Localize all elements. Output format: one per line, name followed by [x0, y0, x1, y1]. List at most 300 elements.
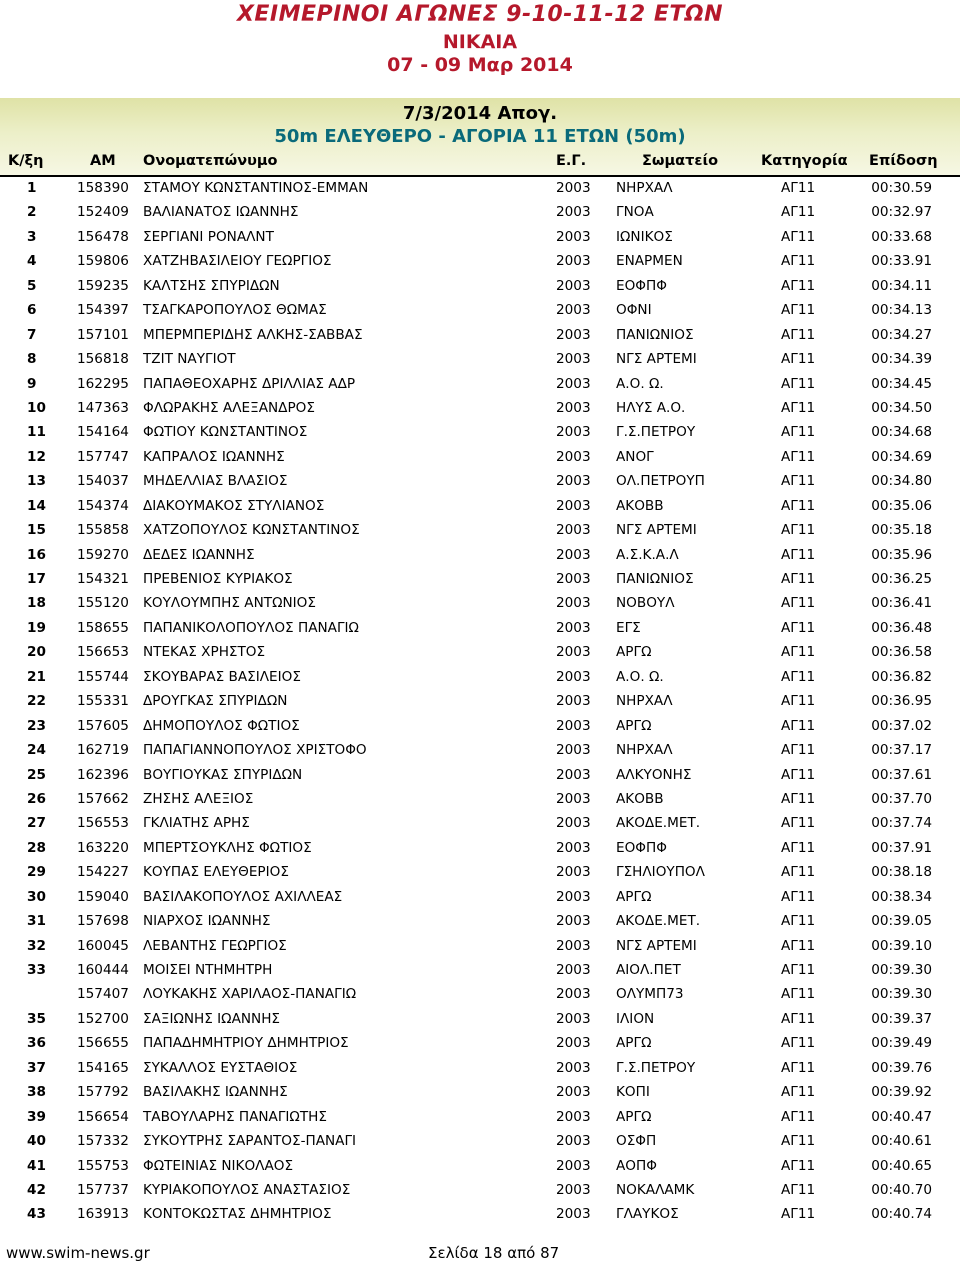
row-club: ΑΡΓΩ — [616, 1035, 652, 1052]
column-header-row — [0, 152, 960, 174]
row-name: ΣΥΚΑΛΛΟΣ ΕΥΣΤΑΘΙΟΣ — [143, 1059, 298, 1076]
row-year: 2003 — [556, 180, 591, 196]
row-position: 13 — [27, 473, 46, 490]
row-name: ΧΑΤΖΟΠΟΥΛΟΣ ΚΩΝΣΤΑΝΤΙΝΟΣ — [143, 522, 360, 539]
table-row — [0, 689, 960, 713]
table-row — [0, 323, 960, 347]
row-year: 2003 — [556, 448, 591, 465]
row-position: 19 — [27, 619, 46, 636]
row-year: 2003 — [556, 619, 591, 636]
row-category: ΑΓ11 — [781, 326, 816, 343]
table-row — [0, 665, 960, 689]
row-category: ΑΓ11 — [781, 1133, 816, 1150]
row-position: 14 — [27, 497, 46, 514]
row-club: ΟΦΝΙ — [616, 302, 652, 319]
row-am: 156654 — [77, 1108, 129, 1125]
row-year: 2003 — [556, 399, 591, 416]
table-row — [0, 445, 960, 469]
row-am: 156478 — [77, 228, 129, 245]
row-club: ΑΚΟΔΕ.ΜΕΤ. — [616, 815, 701, 832]
row-year: 2003 — [556, 302, 591, 319]
row-club: ΝΓΣ ΑΡΤΕΜΙ — [616, 937, 697, 954]
table-row — [0, 274, 960, 298]
row-am: 156653 — [77, 644, 129, 661]
row-time: 00:39.30 — [871, 962, 932, 978]
row-am: 156818 — [77, 351, 129, 368]
row-club: Γ.Σ.ΠΕΤΡΟΥ — [616, 424, 696, 441]
row-category: ΑΓ11 — [781, 839, 816, 856]
row-time: 00:39.49 — [871, 1035, 932, 1052]
row-position: 37 — [27, 1059, 46, 1076]
row-club: Α.Σ.Κ.Α.Λ — [616, 546, 679, 563]
row-time: 00:37.61 — [871, 766, 932, 783]
row-time: 00:36.95 — [871, 693, 932, 710]
row-year: 2003 — [556, 790, 591, 807]
row-year: 2003 — [556, 277, 591, 294]
row-position: 23 — [27, 717, 46, 734]
row-position: 25 — [27, 766, 46, 783]
row-category: ΑΓ11 — [781, 888, 816, 905]
row-position: 5 — [27, 277, 37, 294]
row-category: ΑΓ11 — [781, 815, 816, 832]
row-time: 00:36.48 — [871, 619, 932, 636]
row-club: ΟΛΥΜΠ73 — [616, 986, 684, 1003]
row-position: 26 — [27, 790, 46, 807]
row-position: 30 — [27, 888, 46, 905]
row-time: 00:39.37 — [871, 1010, 932, 1027]
row-name: ΒΑΛΙΑΝΑΤΟΣ ΙΩΑΝΝΗΣ — [143, 204, 299, 221]
row-am: 163220 — [77, 839, 129, 856]
table-row — [0, 1154, 960, 1178]
row-time: 00:37.17 — [871, 742, 932, 759]
row-am: 160444 — [77, 962, 129, 978]
row-club: ΓΛΑΥΚΟΣ — [616, 1206, 679, 1223]
row-am: 157792 — [77, 1084, 129, 1101]
row-year: 2003 — [556, 815, 591, 832]
table-row — [0, 176, 960, 200]
row-name: ΒΑΣΙΛΑΚΗΣ ΙΩΑΝΝΗΣ — [143, 1084, 288, 1101]
row-position: 2 — [27, 204, 37, 221]
row-category: ΑΓ11 — [781, 595, 816, 612]
row-time: 00:35.96 — [871, 546, 932, 563]
row-category: ΑΓ11 — [781, 717, 816, 734]
row-time: 00:34.80 — [871, 473, 932, 490]
row-year: 2003 — [556, 424, 591, 441]
table-row — [0, 909, 960, 933]
row-time: 00:35.18 — [871, 522, 932, 539]
row-category: ΑΓ11 — [781, 1059, 816, 1076]
row-am: 152700 — [77, 1010, 129, 1027]
row-club: ΝΟΒΟΥΛ — [616, 595, 675, 612]
row-category: ΑΓ11 — [781, 937, 816, 954]
row-year: 2003 — [556, 668, 591, 685]
row-time: 00:37.02 — [871, 717, 932, 734]
table-row — [0, 982, 960, 1006]
row-name: ΒΟΥΓΙΟΥΚΑΣ ΣΠΥΡΙΔΩΝ — [143, 766, 303, 783]
col-header-category: Κατηγορία — [761, 153, 848, 169]
row-name: ΜΠΕΡΜΠΕΡΙΔΗΣ ΑΛΚΗΣ-ΣΑΒΒΑΣ — [143, 326, 363, 343]
row-time: 00:37.70 — [871, 790, 932, 807]
row-category: ΑΓ11 — [781, 351, 816, 368]
col-header-time: Επίδοση — [869, 153, 938, 169]
row-name: ΣΚΟΥΒΑΡΑΣ ΒΑΣΙΛΕΙΟΣ — [143, 668, 301, 685]
row-category: ΑΓ11 — [781, 1206, 816, 1223]
row-am: 152409 — [77, 204, 129, 221]
row-year: 2003 — [556, 1010, 591, 1027]
row-category: ΑΓ11 — [781, 1157, 816, 1174]
row-name: ΦΩΤΙΟΥ ΚΩΝΣΤΑΝΤΙΝΟΣ — [143, 424, 308, 441]
col-header-year: Ε.Γ. — [556, 153, 587, 169]
row-name: ΚΟΥΠΑΣ ΕΛΕΥΘΕΡΙΟΣ — [143, 864, 289, 881]
row-year: 2003 — [556, 326, 591, 343]
row-club: ΑΡΓΩ — [616, 717, 652, 734]
footer-page-number: Σελίδα 18 από 87 — [428, 1244, 560, 1262]
row-am: 155744 — [77, 668, 129, 685]
row-time: 00:39.76 — [871, 1059, 932, 1076]
row-year: 2003 — [556, 571, 591, 587]
row-club: ΑΚΟΒΒ — [616, 790, 664, 807]
row-club: ΠΑΝΙΩΝΙΟΣ — [616, 571, 694, 587]
row-club: ΕΟΦΠΦ — [616, 277, 667, 294]
table-row — [0, 836, 960, 860]
table-row — [0, 396, 960, 420]
row-year: 2003 — [556, 253, 591, 270]
row-position: 28 — [27, 839, 46, 856]
row-year: 2003 — [556, 717, 591, 734]
row-time: 00:33.68 — [871, 228, 932, 245]
row-time: 00:39.30 — [871, 986, 932, 1003]
table-row — [0, 1129, 960, 1153]
row-name: ΒΑΣΙΛΑΚΟΠΟΥΛΟΣ ΑΧΙΛΛΕΑΣ — [143, 888, 343, 905]
row-name: ΤΖΙΤ ΝΑΥΓΙΟΤ — [143, 351, 236, 368]
table-row — [0, 640, 960, 664]
col-header-name: Ονοματεπώνυμο — [143, 153, 278, 169]
row-time: 00:38.34 — [871, 888, 932, 905]
row-position: 1 — [27, 180, 37, 196]
row-club: Α.Ο. Ω. — [616, 668, 664, 685]
row-name: ΣΕΡΓΙΑΝΙ ΡΟΝΑΛΝΤ — [143, 228, 274, 245]
row-name: ΝΤΕΚΑΣ ΧΡΗΣΤΟΣ — [143, 644, 266, 661]
row-time: 00:34.69 — [871, 448, 932, 465]
table-row — [0, 714, 960, 738]
row-name: ΜΗΔΕΛΛΙΑΣ ΒΛΑΣΙΟΣ — [143, 473, 288, 490]
row-am: 157605 — [77, 717, 129, 734]
row-time: 00:36.25 — [871, 571, 932, 587]
row-name: ΚΟΝΤΟΚΩΣΤΑΣ ΔΗΜΗΤΡΙΟΣ — [143, 1206, 332, 1223]
row-club: ΑΚΟΒΒ — [616, 497, 664, 514]
row-time: 00:36.41 — [871, 595, 932, 612]
row-name: ΤΣΑΓΚΑΡΟΠΟΥΛΟΣ ΘΩΜΑΣ — [143, 302, 327, 319]
row-am: 147363 — [77, 399, 129, 416]
row-club: ΑΝΟΓ — [616, 448, 654, 465]
table-row — [0, 1056, 960, 1080]
row-time: 00:33.91 — [871, 253, 932, 270]
row-name: ΖΗΣΗΣ ΑΛΕΞΙΟΣ — [143, 790, 254, 807]
row-time: 00:40.74 — [871, 1206, 932, 1223]
row-category: ΑΓ11 — [781, 962, 816, 978]
row-category: ΑΓ11 — [781, 1084, 816, 1101]
row-category: ΑΓ11 — [781, 204, 816, 221]
row-am: 162719 — [77, 742, 129, 759]
row-name: ΠΡΕΒΕΝΙΟΣ ΚΥΡΙΑΚΟΣ — [143, 571, 293, 587]
row-category: ΑΓ11 — [781, 986, 816, 1003]
row-name: ΓΚΛΙΑΤΗΣ ΑΡΗΣ — [143, 815, 250, 832]
row-am: 157407 — [77, 986, 129, 1003]
table-row — [0, 298, 960, 322]
row-category: ΑΓ11 — [781, 790, 816, 807]
row-club: ΕΟΦΠΦ — [616, 839, 667, 856]
row-time: 00:40.61 — [871, 1133, 932, 1150]
row-am: 157101 — [77, 326, 129, 343]
row-position: 4 — [27, 253, 37, 270]
table-row — [0, 591, 960, 615]
row-position: 12 — [27, 448, 46, 465]
table-row — [0, 958, 960, 982]
table-row — [0, 543, 960, 567]
row-club: ΑΡΓΩ — [616, 888, 652, 905]
row-time: 00:39.92 — [871, 1084, 932, 1101]
row-club: ΟΣΦΠ — [616, 1133, 657, 1150]
row-position: 35 — [27, 1010, 46, 1027]
row-year: 2003 — [556, 1059, 591, 1076]
row-club: ΙΩΝΙΚΟΣ — [616, 228, 673, 245]
row-year: 2003 — [556, 497, 591, 514]
table-row — [0, 567, 960, 591]
row-am: 154164 — [77, 424, 129, 441]
row-year: 2003 — [556, 1133, 591, 1150]
row-category: ΑΓ11 — [781, 693, 816, 710]
row-time: 00:40.70 — [871, 1181, 932, 1198]
row-club: ΝΗΡΧΑΛ — [616, 180, 673, 196]
row-position: 11 — [27, 424, 46, 441]
row-club: ΑΚΟΔΕ.ΜΕΤ. — [616, 913, 701, 930]
table-row — [0, 225, 960, 249]
table-row — [0, 347, 960, 371]
row-year: 2003 — [556, 839, 591, 856]
row-time: 00:36.82 — [871, 668, 932, 685]
row-club: ΚΟΠΙ — [616, 1084, 650, 1101]
row-position: 40 — [27, 1133, 46, 1150]
row-category: ΑΓ11 — [781, 399, 816, 416]
row-time: 00:34.13 — [871, 302, 932, 319]
row-position: 10 — [27, 399, 46, 416]
row-year: 2003 — [556, 595, 591, 612]
row-category: ΑΓ11 — [781, 1035, 816, 1052]
row-name: ΚΟΥΛΟΥΜΠΗΣ ΑΝΤΩΝΙΟΣ — [143, 595, 316, 612]
table-row — [0, 738, 960, 762]
row-name: ΛΕΒΑΝΤΗΣ ΓΕΩΡΓΙΟΣ — [143, 937, 287, 954]
row-category: ΑΓ11 — [781, 644, 816, 661]
row-category: ΑΓ11 — [781, 522, 816, 539]
row-year: 2003 — [556, 913, 591, 930]
row-name: ΚΥΡΙΑΚΟΠΟΥΛΟΣ ΑΝΑΣΤΑΣΙΟΣ — [143, 1181, 351, 1198]
row-club: ΝΓΣ ΑΡΤΕΜΙ — [616, 351, 697, 368]
table-row — [0, 860, 960, 884]
row-am: 158655 — [77, 619, 129, 636]
table-row — [0, 787, 960, 811]
col-header-pos: Κ/ξη — [8, 153, 44, 169]
row-name: ΠΑΠΑΝΙΚΟΛΟΠΟΥΛΟΣ ΠΑΝΑΓΙΩ — [143, 619, 359, 636]
row-category: ΑΓ11 — [781, 546, 816, 563]
row-club: ΗΛΥΣ Α.Ο. — [616, 399, 686, 416]
row-category: ΑΓ11 — [781, 302, 816, 319]
row-am: 157698 — [77, 913, 129, 930]
row-club: Α.Ο. Ω. — [616, 375, 664, 392]
row-name: ΧΑΤΖΗΒΑΣΙΛΕΙΟΥ ΓΕΩΡΓΙΟΣ — [143, 253, 332, 270]
row-year: 2003 — [556, 228, 591, 245]
row-club: ΑΟΠΦ — [616, 1157, 657, 1174]
row-time: 00:37.74 — [871, 815, 932, 832]
row-position: 33 — [27, 962, 46, 978]
row-name: ΚΑΠΡΑΛΟΣ ΙΩΑΝΝΗΣ — [143, 448, 285, 465]
row-time: 00:34.27 — [871, 326, 932, 343]
row-year: 2003 — [556, 1035, 591, 1052]
row-am: 154374 — [77, 497, 129, 514]
row-year: 2003 — [556, 1157, 591, 1174]
table-row — [0, 200, 960, 224]
row-club: ΓΣΗΛΙΟΥΠΟΛ — [616, 864, 705, 881]
row-am: 154037 — [77, 473, 129, 490]
row-year: 2003 — [556, 742, 591, 759]
row-club: ΕΝΑΡΜΕΝ — [616, 253, 683, 270]
row-am: 157662 — [77, 790, 129, 807]
row-year: 2003 — [556, 693, 591, 710]
row-time: 00:40.65 — [871, 1157, 932, 1174]
table-row — [0, 811, 960, 835]
row-year: 2003 — [556, 204, 591, 221]
row-am: 154165 — [77, 1059, 129, 1076]
row-position: 17 — [27, 571, 46, 587]
table-row — [0, 934, 960, 958]
row-am: 154321 — [77, 571, 129, 587]
row-club: ΓΝΟΑ — [616, 204, 654, 221]
row-club: ΠΑΝΙΩΝΙΟΣ — [616, 326, 694, 343]
event-dates: 07 - 09 Μαρ 2014 — [387, 54, 573, 76]
row-name: ΛΟΥΚΑΚΗΣ ΧΑΡΙΛΑΟΣ-ΠΑΝΑΓΙΩ — [143, 986, 357, 1003]
row-category: ΑΓ11 — [781, 1181, 816, 1198]
row-name: ΔΙΑΚΟΥΜΑΚΟΣ ΣΤΥΛΙΑΝΟΣ — [143, 497, 325, 514]
row-category: ΑΓ11 — [781, 375, 816, 392]
table-row — [0, 1007, 960, 1031]
table-row — [0, 763, 960, 787]
row-club: ΙΛΙΟΝ — [616, 1010, 655, 1027]
row-time: 00:40.47 — [871, 1108, 932, 1125]
row-category: ΑΓ11 — [781, 1108, 816, 1125]
row-category: ΑΓ11 — [781, 766, 816, 783]
row-position: 20 — [27, 644, 46, 661]
event-title: ΧΕΙΜΕΡΙΝΟΙ ΑΓΩΝΕΣ 9-10-11-12 ΕΤΩΝ — [236, 2, 724, 27]
table-row — [0, 249, 960, 273]
row-category: ΑΓ11 — [781, 473, 816, 490]
row-am: 159235 — [77, 277, 129, 294]
row-name: ΤΑΒΟΥΛΑΡΗΣ ΠΑΝΑΓΙΩΤΗΣ — [143, 1108, 327, 1125]
row-am: 154227 — [77, 864, 129, 881]
table-row — [0, 616, 960, 640]
row-am: 157332 — [77, 1133, 129, 1150]
row-time: 00:32.97 — [871, 204, 932, 221]
row-year: 2003 — [556, 473, 591, 490]
row-am: 155753 — [77, 1157, 129, 1174]
table-row — [0, 420, 960, 444]
row-time: 00:30.59 — [871, 180, 932, 196]
row-name: ΔΕΔΕΣ ΙΩΑΝΝΗΣ — [143, 546, 255, 563]
row-category: ΑΓ11 — [781, 424, 816, 441]
row-time: 00:34.39 — [871, 351, 932, 368]
row-club: ΑΡΓΩ — [616, 1108, 652, 1125]
row-time: 00:34.68 — [871, 424, 932, 441]
row-am: 162396 — [77, 766, 129, 783]
row-am: 162295 — [77, 375, 129, 392]
col-header-club: Σωματείο — [642, 153, 719, 169]
row-category: ΑΓ11 — [781, 228, 816, 245]
row-year: 2003 — [556, 864, 591, 881]
row-position: 18 — [27, 595, 46, 612]
footer-website: www.swim-news.gr — [6, 1244, 150, 1262]
row-position: 3 — [27, 228, 37, 245]
row-time: 00:36.58 — [871, 644, 932, 661]
row-category: ΑΓ11 — [781, 253, 816, 270]
row-time: 00:39.10 — [871, 937, 932, 954]
row-position: 21 — [27, 668, 46, 685]
row-category: ΑΓ11 — [781, 571, 816, 587]
row-position: 39 — [27, 1108, 46, 1125]
row-club: ΝΓΣ ΑΡΤΕΜΙ — [616, 522, 697, 539]
row-category: ΑΓ11 — [781, 277, 816, 294]
row-year: 2003 — [556, 644, 591, 661]
row-position: 7 — [27, 326, 37, 343]
row-name: ΝΙΑΡΧΟΣ ΙΩΑΝΝΗΣ — [143, 913, 271, 930]
race-title: 50m ΕΛΕΥΘΕΡΟ - ΑΓΟΡΙΑ 11 ΕΤΩΝ (50m) — [274, 126, 686, 147]
table-row — [0, 1178, 960, 1202]
row-year: 2003 — [556, 766, 591, 783]
row-name: ΣΑΞΙΩΝΗΣ ΙΩΑΝΝΗΣ — [143, 1010, 281, 1027]
row-am: 154397 — [77, 302, 129, 319]
row-club: ΑΛΚΥΟΝΗΣ — [616, 766, 692, 783]
row-position: 29 — [27, 864, 46, 881]
row-position: 36 — [27, 1035, 46, 1052]
row-club: Γ.Σ.ΠΕΤΡΟΥ — [616, 1059, 696, 1076]
row-am: 155331 — [77, 693, 129, 710]
row-category: ΑΓ11 — [781, 497, 816, 514]
row-club: ΑΙΟΛ.ΠΕΤ — [616, 962, 681, 978]
row-am: 157747 — [77, 448, 129, 465]
row-position: 6 — [27, 302, 37, 319]
row-time: 00:35.06 — [871, 497, 932, 514]
row-category: ΑΓ11 — [781, 448, 816, 465]
row-time: 00:34.50 — [871, 399, 932, 416]
row-am: 159270 — [77, 546, 129, 563]
row-position: 38 — [27, 1084, 46, 1101]
row-position: 31 — [27, 913, 46, 930]
row-year: 2003 — [556, 546, 591, 563]
table-row — [0, 494, 960, 518]
table-row — [0, 1031, 960, 1055]
row-am: 163913 — [77, 1206, 129, 1223]
row-club: ΕΓΣ — [616, 619, 641, 636]
row-am: 156553 — [77, 815, 129, 832]
row-time: 00:34.45 — [871, 375, 932, 392]
row-category: ΑΓ11 — [781, 668, 816, 685]
row-name: ΜΠΕΡΤΣΟΥΚΛΗΣ ΦΩΤΙΟΣ — [143, 839, 312, 856]
row-year: 2003 — [556, 1206, 591, 1223]
row-time: 00:38.18 — [871, 864, 932, 881]
row-time: 00:39.05 — [871, 913, 932, 930]
row-position: 32 — [27, 937, 46, 954]
row-name: ΦΛΩΡΑΚΗΣ ΑΛΕΞΑΝΔΡΟΣ — [143, 399, 315, 416]
row-am: 159806 — [77, 253, 129, 270]
row-category: ΑΓ11 — [781, 619, 816, 636]
table-row — [0, 469, 960, 493]
